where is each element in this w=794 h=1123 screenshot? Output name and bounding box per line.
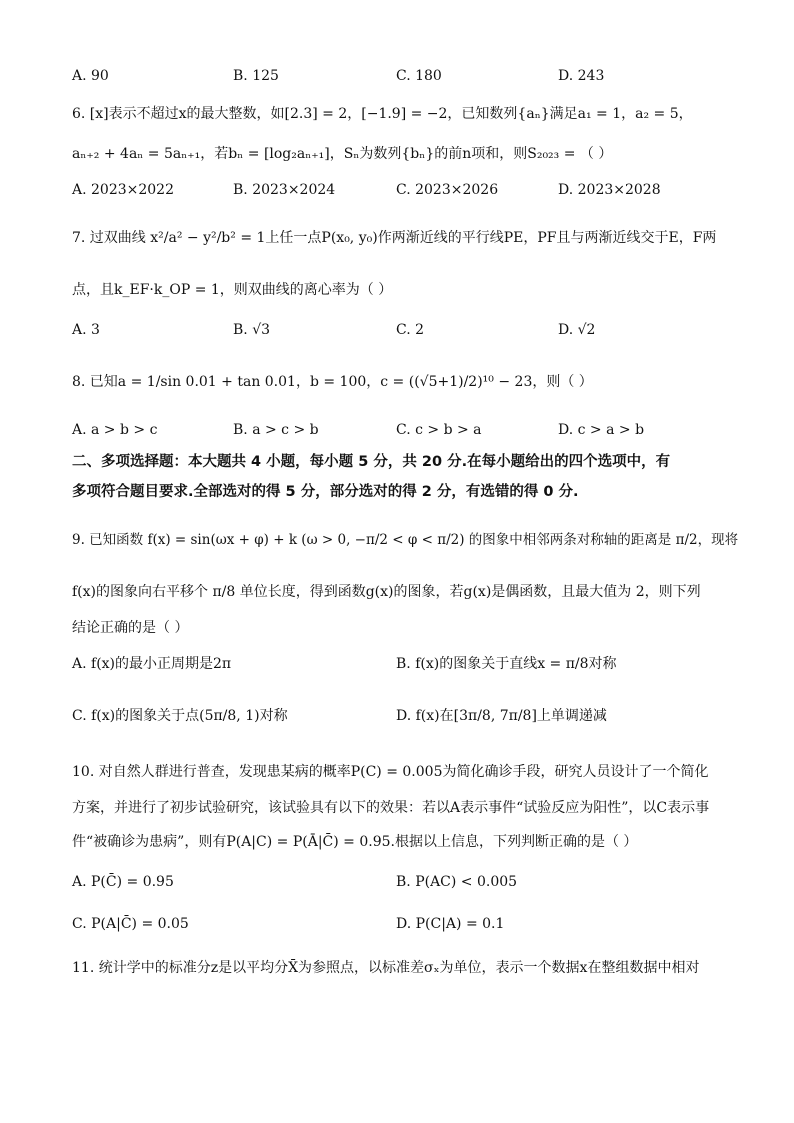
q6-option-c: C. 2023×2026 bbox=[396, 182, 499, 198]
q10-option-b: B. P(AC) < 0.005 bbox=[396, 874, 518, 890]
q10-stem-line2: 方案，并进行了初步试验研究，该试验具有以下的效果：若以A表示事件“试验反应为阳性”，以C表示事 bbox=[72, 800, 710, 816]
q10-option-d: D. P(C|A) = 0.1 bbox=[396, 916, 505, 932]
q7-option-a: A. 3 bbox=[72, 322, 100, 338]
q10-stem-line3: 件“被确诊为患病”，则有P(A|C) = P(Ā|C̄) = 0.95.根据以上信息，下列判断正确的是（ ） bbox=[72, 834, 638, 850]
q10-option-c: C. P(A|C̄) = 0.05 bbox=[72, 916, 189, 932]
q10-option-a: A. P(C̄) = 0.95 bbox=[72, 874, 174, 890]
q6-option-b: B. 2023×2024 bbox=[233, 182, 336, 198]
q5-option-c: C. 180 bbox=[396, 68, 442, 84]
q9-option-b: B. f(x)的图象关于直线x = π/8对称 bbox=[396, 656, 617, 672]
q7-stem-line2: 点，且k_EF·k_OP = 1，则双曲线的离心率为（ ） bbox=[72, 282, 393, 298]
q9-option-d: D. f(x)在[3π/8, 7π/8]上单调递减 bbox=[396, 708, 607, 724]
section2-instructions-line2: 多项符合题目要求.全部选对的得 5 分，部分选对的得 2 分，有选错的得 0 分. bbox=[72, 484, 579, 500]
q11-stem-line1: 11. 统计学中的标准分z是以平均分X̄为参照点，以标准差σₓ为单位，表示一个数据x在整组数据中相对 bbox=[72, 960, 700, 976]
section2-instructions-line1: 二、多项选择题：本大题共 4 小题，每小题 5 分，共 20 分.在每小题给出的四个选项中，有 bbox=[72, 454, 671, 470]
q6-option-d: D. 2023×2028 bbox=[558, 182, 661, 198]
q5-option-d: D. 243 bbox=[558, 68, 605, 84]
q9-stem-line1: 9. 已知函数 f(x) = sin(ωx + φ) + k (ω > 0, −π/2 < φ < π/2) 的图象中相邻两条对称轴的距离是 π/2，现将 bbox=[72, 532, 739, 548]
q9-option-c: C. f(x)的图象关于点(5π/8, 1)对称 bbox=[72, 708, 288, 724]
q7-option-d: D. √2 bbox=[558, 322, 596, 338]
q10-stem-line1: 10. 对自然人群进行普查，发现患某病的概率P(C) = 0.005为简化确诊手段，研究人员设计了一个简化 bbox=[72, 764, 709, 780]
q9-stem-line2: f(x)的图象向右平移个 π/8 单位长度，得到函数g(x)的图象，若g(x)是偶函数，且最大值为 2，则下列 bbox=[72, 584, 701, 600]
q6-option-a: A. 2023×2022 bbox=[72, 182, 174, 198]
q6-stem-line2: aₙ₊₂ + 4aₙ = 5aₙ₊₁，若bₙ = [log₂aₙ₊₁]，Sₙ为数列{bₙ}的前n项和，则S₂₀₂₃ = （ ） bbox=[72, 146, 613, 162]
q5-option-b: B. 125 bbox=[233, 68, 279, 84]
q8-option-c: C. c > b > a bbox=[396, 422, 482, 438]
q9-stem-line3: 结论正确的是（ ） bbox=[72, 620, 189, 636]
q5-option-a: A. 90 bbox=[72, 68, 109, 84]
q8-option-a: A. a > b > c bbox=[72, 422, 158, 438]
q8-option-b: B. a > c > b bbox=[233, 422, 319, 438]
q9-option-a: A. f(x)的最小正周期是2π bbox=[72, 656, 232, 672]
q7-option-b: B. √3 bbox=[233, 322, 271, 338]
q8-stem-line1: 8. 已知a = 1/sin 0.01 + tan 0.01，b = 100，c = ((√5+1)/2)¹⁰ − 23，则（ ） bbox=[72, 374, 593, 390]
q8-option-d: D. c > a > b bbox=[558, 422, 645, 438]
q7-option-c: C. 2 bbox=[396, 322, 425, 338]
q7-stem-line1: 7. 过双曲线 x²/a² − y²/b² = 1上任一点P(x₀, y₀)作两渐近线的平行线PE，PF且与两渐近线交于E，F两 bbox=[72, 230, 717, 246]
q6-stem-line1: 6. [x]表示不超过x的最大整数，如[2.3] = 2，[−1.9] = −2，已知数列{aₙ}满足a₁ = 1，a₂ = 5， bbox=[72, 106, 693, 122]
